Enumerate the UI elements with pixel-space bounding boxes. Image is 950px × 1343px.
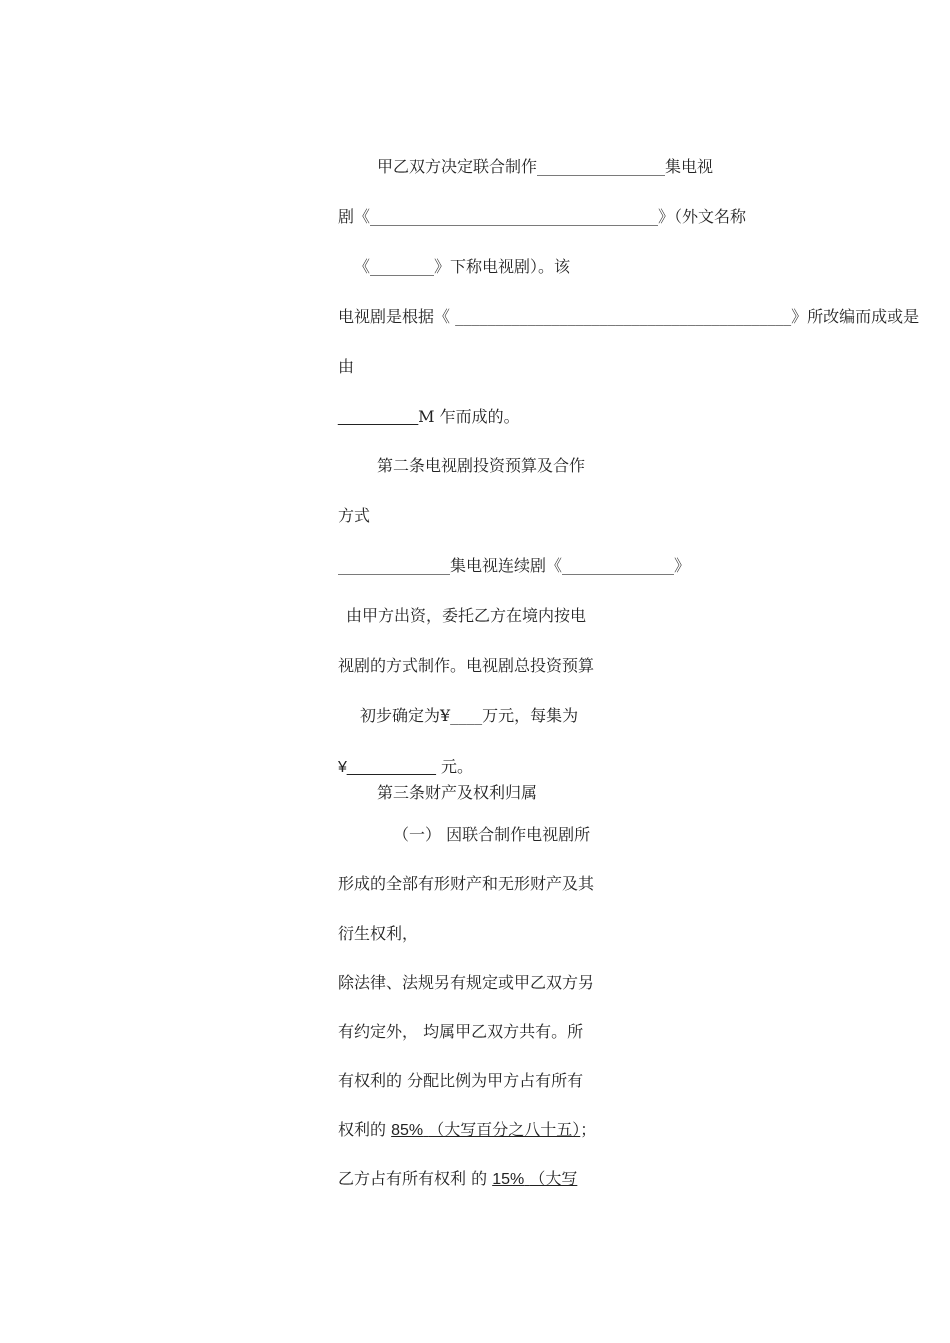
blank-underline: _________ bbox=[338, 409, 419, 426]
line-text: 乙方占有所有权利 的 bbox=[338, 1169, 488, 1188]
para-line-6 bbox=[338, 406, 520, 429]
party-a-percent: 85% bbox=[391, 1122, 424, 1139]
clause-1-line-6: 有权利的 分配比例为甲方占有所有 bbox=[338, 1071, 584, 1090]
para-line-5: 由 bbox=[338, 357, 355, 376]
party-b-share bbox=[492, 1169, 577, 1188]
party-a-share bbox=[391, 1120, 580, 1139]
clause-1-line-1: （一） 因联合制作电视剧所 bbox=[393, 825, 591, 844]
clause-1-line-4: 除法律、法规另有规定或甲乙双方另 bbox=[338, 973, 595, 992]
party-b-percent: 15% bbox=[492, 1171, 525, 1188]
para-line-3: 《________》下称电视剧）。该 bbox=[354, 257, 571, 276]
para-line-10: 由甲方出资，委托乙方在境内按电 bbox=[346, 606, 587, 625]
article-3-heading: 第三条财产及权利归属 bbox=[377, 783, 538, 802]
semicolon: ； bbox=[580, 1120, 597, 1139]
article-2-heading: 第二条电视剧投资预算及合作 bbox=[377, 456, 586, 475]
currency-unit: 元。 bbox=[440, 757, 473, 776]
clause-1-line-3: 衍生权利， bbox=[338, 924, 419, 943]
line-text: M 乍而成的。 bbox=[418, 407, 520, 426]
clause-1-line-8 bbox=[338, 1168, 577, 1191]
para-line-11: 视剧的方式制作。电视剧总投资预算 bbox=[338, 656, 595, 675]
para-line-12: 初步确定为¥____万元，每集为 bbox=[360, 706, 579, 725]
para-line-1: 甲乙双方决定联合制作________________集电视 bbox=[377, 157, 714, 176]
clause-1-line-2: 形成的全部有形财产和无形财产及其 bbox=[338, 874, 595, 893]
para-line-13 bbox=[338, 756, 473, 779]
clause-1-line-5: 有约定外， 均属甲乙双方共有。所 bbox=[338, 1022, 584, 1041]
para-line-2: 剧《____________________________________》（外文名称 bbox=[338, 207, 747, 226]
para-line-9: ______________集电视连续剧《______________》 bbox=[338, 556, 691, 575]
party-a-percent-words: （大写百分之八十五） bbox=[428, 1120, 581, 1139]
para-line-4: 电视剧是根据《 __________________________________________》所改编而成或是 bbox=[338, 307, 920, 326]
party-b-percent-words: （大写 bbox=[529, 1169, 578, 1188]
clause-1-line-7 bbox=[338, 1119, 596, 1142]
article-2-heading-cont: 方式 bbox=[338, 506, 371, 525]
amount-blank: ¥__________ bbox=[338, 759, 436, 776]
line-text: 权利的 bbox=[338, 1120, 387, 1139]
